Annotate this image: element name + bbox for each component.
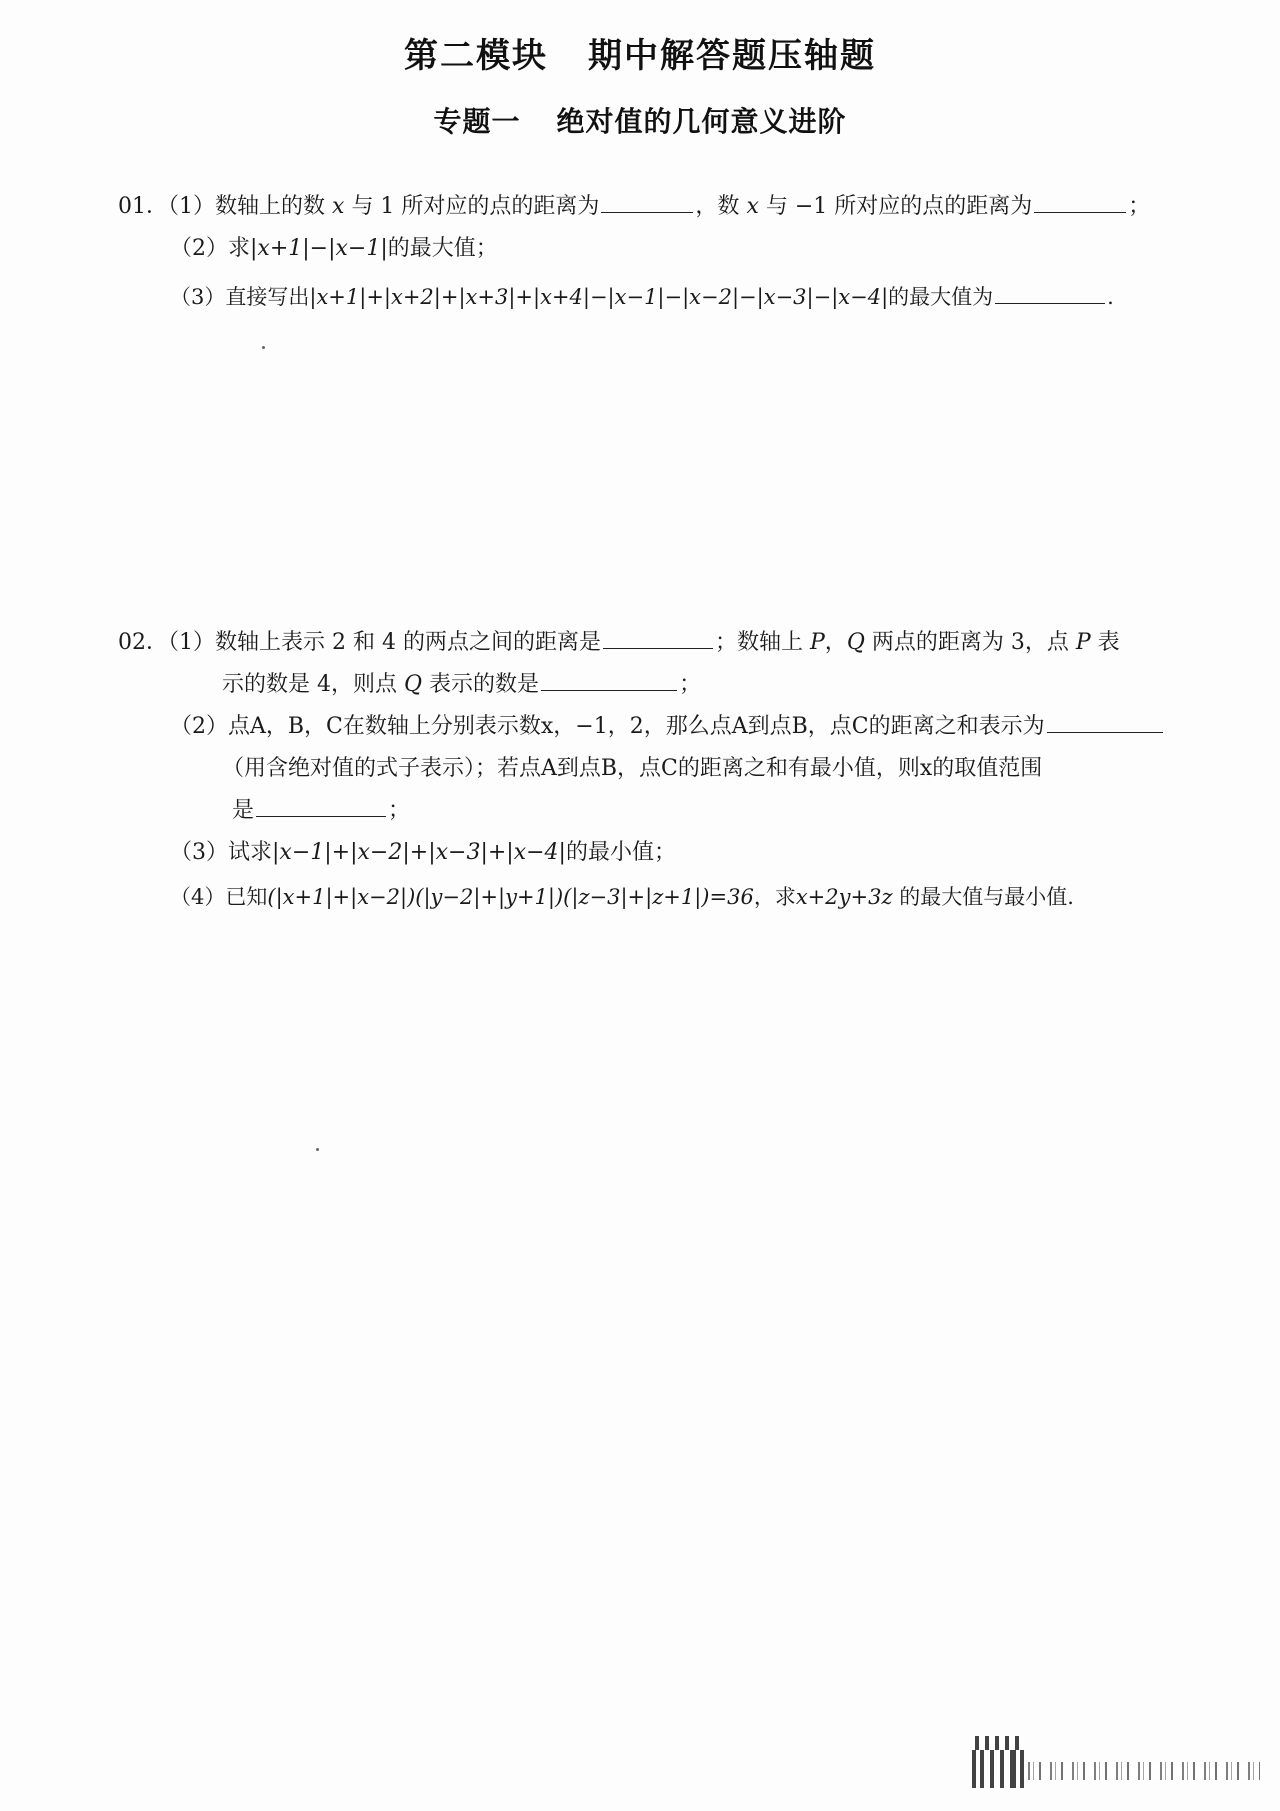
var-q: Q	[404, 672, 423, 697]
q2-p4-text: 已知	[225, 885, 268, 909]
math-expression: (|x+1|+|x−2|)(|y−2|+|y+1|)(|z−3|+|z+1|)=36	[267, 885, 754, 909]
var-x: x	[746, 194, 759, 219]
q2-p1-text: 示的数是 4，则点	[222, 672, 397, 697]
q1-p1-text: 数轴上的数	[215, 194, 326, 219]
punctuation: ；	[679, 672, 702, 697]
answer-blank[interactable]	[603, 628, 713, 649]
q1-part1	[118, 192, 1150, 222]
topic-subtitle	[0, 100, 1280, 140]
q2-part2-line1	[170, 712, 1165, 742]
module-title-part1: 第二模块	[404, 36, 548, 76]
q2-p1-text: 表示的数是	[429, 672, 540, 697]
math-expression: x+2y+3z	[795, 885, 893, 909]
q1-p2-text: 的最大值；	[387, 236, 498, 261]
barcode-strip	[1028, 1762, 1260, 1780]
var-q: Q	[846, 630, 865, 655]
q2-p1-label: （1）	[168, 630, 215, 655]
punctuation: .	[1107, 285, 1114, 309]
q2-p2-text: （用含绝对值的式子表示）；若点A到点B，点C的距离之和有最小值，则x的取值范围	[222, 756, 1043, 781]
answer-blank[interactable]	[256, 796, 386, 817]
math-expression: |x+1|+|x+2|+|x+3|+|x+4|−|x−1|−|x−2|−|x−3|−|x−4|	[309, 285, 889, 309]
topic-subtitle-part1: 专题一	[433, 105, 521, 138]
module-title-part2: 期中解答题压轴题	[588, 36, 876, 76]
q1-p1-text: 与 −1 所对应的点的距离为	[765, 194, 1033, 219]
q2-part2-line3	[232, 796, 410, 826]
q2-p1-text: 两点的距离为 3，点	[871, 630, 1069, 655]
qr-code-icon	[972, 1736, 1024, 1788]
q2-part1-line1	[118, 628, 1120, 658]
q2-part1-line2	[222, 670, 701, 700]
answer-blank[interactable]	[541, 670, 677, 691]
q1-p1-text: 与 1 所对应的点的距离为	[351, 194, 600, 219]
scan-speck	[262, 346, 265, 349]
q2-p1-text: ；数轴上	[714, 630, 803, 655]
q2-p1-text: 表	[1097, 630, 1120, 655]
q2-p2-text: 点A，B，C在数轴上分别表示数x，−1，2，那么点A到点B，点C的距离之和表示为	[228, 714, 1045, 739]
q1-part2	[170, 234, 498, 264]
q1-p3-label: （3）	[170, 285, 226, 309]
q1-part3	[170, 282, 1114, 312]
punctuation: ，	[824, 630, 847, 655]
q2-part4	[170, 882, 1074, 912]
q1-p1-label: （1）	[168, 194, 215, 219]
q2-p3-label: （3）	[170, 840, 228, 865]
punctuation: ；	[1128, 194, 1151, 219]
q2-p1-text: 数轴上表示 2 和 4 的两点之间的距离是	[215, 630, 601, 655]
topic-subtitle-part2: 绝对值的几何意义进阶	[556, 105, 847, 138]
q2-part2-line2	[222, 754, 1042, 784]
q1-p2-text: 求	[228, 236, 251, 261]
answer-blank[interactable]	[995, 283, 1105, 304]
q2-p2-text: 是	[232, 798, 255, 823]
module-title	[0, 28, 1280, 77]
q1-p3-text: 直接写出	[225, 285, 310, 309]
q1-p1-text: ，数	[695, 194, 740, 219]
math-expression: |x−1|+|x−2|+|x−3|+|x−4|	[272, 840, 566, 865]
answer-blank[interactable]	[601, 192, 693, 213]
q2-p4-text: ，求	[753, 885, 796, 909]
math-expression: |x+1|−|x−1|	[250, 236, 388, 261]
answer-blank[interactable]	[1047, 712, 1163, 733]
q2-p3-text: 试求	[228, 840, 273, 865]
scan-speck	[316, 1148, 319, 1151]
q2-p3-text: 的最小值；	[565, 840, 676, 865]
q1-p2-label: （2）	[170, 236, 228, 261]
punctuation: ；	[388, 798, 411, 823]
q2-part3	[170, 838, 676, 868]
q1-number: 01．	[118, 194, 168, 219]
q2-p2-label: （2）	[170, 714, 228, 739]
q2-number: 02．	[118, 630, 168, 655]
var-p: P	[809, 630, 825, 655]
q2-p4-text: 的最大值与最小值.	[899, 885, 1074, 909]
var-p: P	[1075, 630, 1091, 655]
answer-blank[interactable]	[1034, 192, 1126, 213]
q2-p4-label: （4）	[170, 885, 226, 909]
var-x: x	[332, 194, 345, 219]
q1-p3-text: 的最大值为	[888, 285, 994, 309]
